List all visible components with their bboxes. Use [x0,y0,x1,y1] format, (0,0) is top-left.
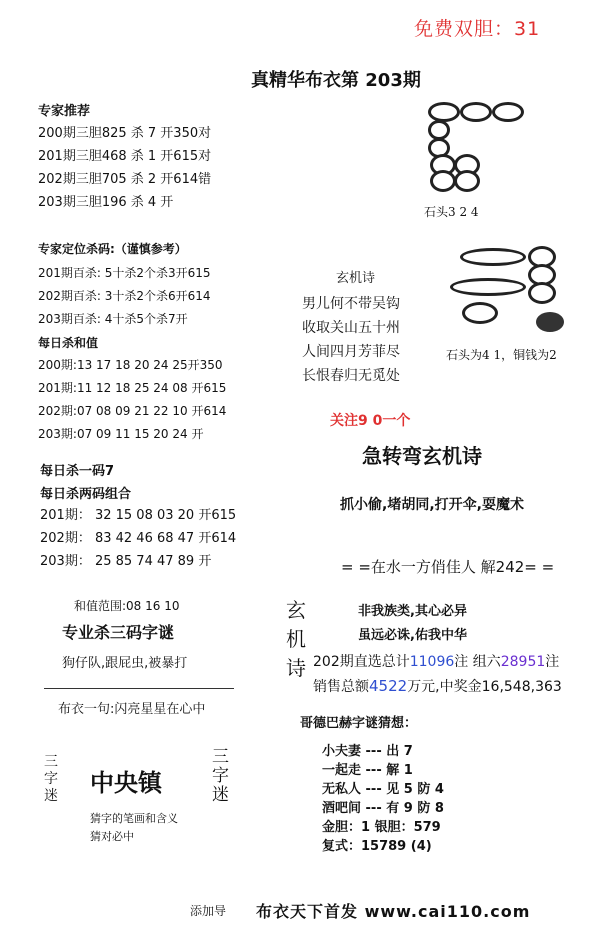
vertical-char: 三 [212,747,229,767]
list-item: 一起走 --- 解 1 [322,763,413,778]
side-poem [358,600,467,648]
sum-kill-list [38,354,226,446]
poem-line: 人间四月芳菲尽 [302,344,400,360]
two-code-list [40,504,236,573]
list-item: 201期三胆468 杀 1 开615对 [38,149,212,164]
free-double-badge: 免费双胆：31 [414,18,541,40]
list-item: 200期:13 17 18 20 24 25开350 [38,358,223,372]
riddle-hint: 猜对必中 [90,830,134,843]
sales-label: 注 [545,654,560,670]
list-item: 200期三胆825 杀 7 开350对 [38,126,212,141]
sales-line-1 [313,651,559,671]
stone-caption-2: 石头为4 1，铜钱为2 [446,348,557,362]
vertical-char: 机 [286,627,306,651]
list-item: 203期百杀: 4十杀5个杀7开 [38,312,188,326]
follow-tip: 关注9 0一个 [330,413,411,429]
three-code-line: 狗仔队,跟屁虫,被暴打 [62,656,188,671]
sales-line-2 [313,676,562,696]
goldbach-heading: 哥德巴赫字谜猜想： [300,716,418,731]
expert-list [38,122,211,214]
buyi-line: 布衣一句:闪亮星星在心中 [58,702,206,717]
sales-total: 4522 [369,677,408,695]
coin-icon [536,312,564,332]
sales-group-count: 28951 [500,654,546,670]
expert-heading: 专家推荐 [38,104,91,119]
stone-figure-1 [420,100,530,190]
sales-direct-count: 11096 [409,654,455,670]
list-item: 201期： 32 15 08 03 20 开615 [40,508,237,523]
sales-label: 202期直选总计 [313,654,410,670]
sales-label: 万元,中奖金16,548,363 [407,679,562,695]
list-item: 酒吧间 --- 有 9 防 8 [322,801,444,816]
daily-kill-one: 每日杀一码7 [40,464,115,479]
list-item: 203期:07 09 11 15 20 24 开 [38,427,204,441]
footer-add-link[interactable]: 添加导 [190,904,227,918]
stone-caption-1: 石头3 2 4 [424,205,479,219]
sales-label: 注 组六 [454,654,501,670]
list-item: 复式：15789 (4) [322,839,432,854]
poem-line: 非我族类,其心必异 [358,604,467,619]
stone-icon [428,120,450,140]
sharp-turn-line: 抓小偷,堵胡同,打开伞,耍魔术 [340,497,524,513]
stone-icon [460,248,526,266]
stone-icon [528,282,556,304]
two-code-heading: 每日杀两码组合 [40,487,132,502]
sales-label: 销售总额 [313,679,369,695]
stone-icon [430,170,456,192]
list-item: 201期:11 12 18 25 24 08 开615 [38,381,227,395]
list-item: 203期： 25 85 74 47 89 开 [40,554,212,569]
side-poem-vertical [286,596,306,683]
stone-icon [450,278,526,296]
vertical-char: 字 [212,766,229,786]
beauty-line: = =在水一方俏佳人 解242= = [341,558,555,576]
list-item: 小夫妻 --- 出 7 [322,744,413,759]
riddle-hint: 猜字的笔画和含义 [90,812,178,825]
goldbach-list [322,742,444,856]
divider [44,688,234,689]
vertical-char: 诗 [286,656,306,680]
poem-line: 虽远必诛,佑我中华 [358,628,467,643]
stone-figure-2 [440,240,575,340]
sharp-turn-title: 急转弯玄机诗 [362,444,482,468]
stone-icon [454,170,480,192]
list-item: 202期： 83 42 46 68 47 开614 [40,531,237,546]
list-item: 201期百杀: 5十杀2个杀3开615 [38,266,211,280]
vertical-char: 玄 [286,598,306,622]
list-item: 203期三胆196 杀 4 开 [38,195,174,210]
footer-site: 布衣天下首发 www.cai110.com [256,902,531,921]
vertical-char: 迷 [212,785,229,805]
vertical-char: 三 [44,754,58,770]
position-kill-list [38,262,211,331]
poem-line: 长恨春归无觅处 [302,368,400,384]
list-item: 无私人 --- 见 5 防 4 [322,782,444,797]
stone-icon [428,102,460,122]
position-kill-heading: 专家定位杀码:（谨慎参考） [38,242,187,256]
stone-icon [460,102,492,122]
page-title: 真精华布衣第 203期 [251,70,421,91]
list-item: 202期三胆705 杀 2 开614错 [38,172,212,187]
mystic-poem [302,292,400,388]
poem-line: 男儿何不带吴钩 [302,296,400,312]
vertical-char: 字 [44,771,58,787]
list-item: 202期百杀: 3十杀2个杀6开614 [38,289,211,303]
sum-range: 和值范围:08 16 10 [74,599,180,613]
list-item: 202期:07 08 09 21 22 10 开614 [38,404,227,418]
stone-icon [492,102,524,122]
vertical-char: 迷 [44,788,58,804]
list-item: 金胆：1 银胆：579 [322,820,441,835]
riddle-right-vertical [212,748,229,805]
three-code-title: 专业杀三码字谜 [62,623,175,642]
riddle-left-vertical [44,754,58,805]
riddle-word: 中央镇 [90,769,162,797]
poem-line: 收取关山五十州 [302,320,400,336]
stone-icon [462,302,498,324]
sum-kill-heading: 每日杀和值 [38,336,99,350]
mystic-poem-title: 玄机诗 [336,271,376,286]
